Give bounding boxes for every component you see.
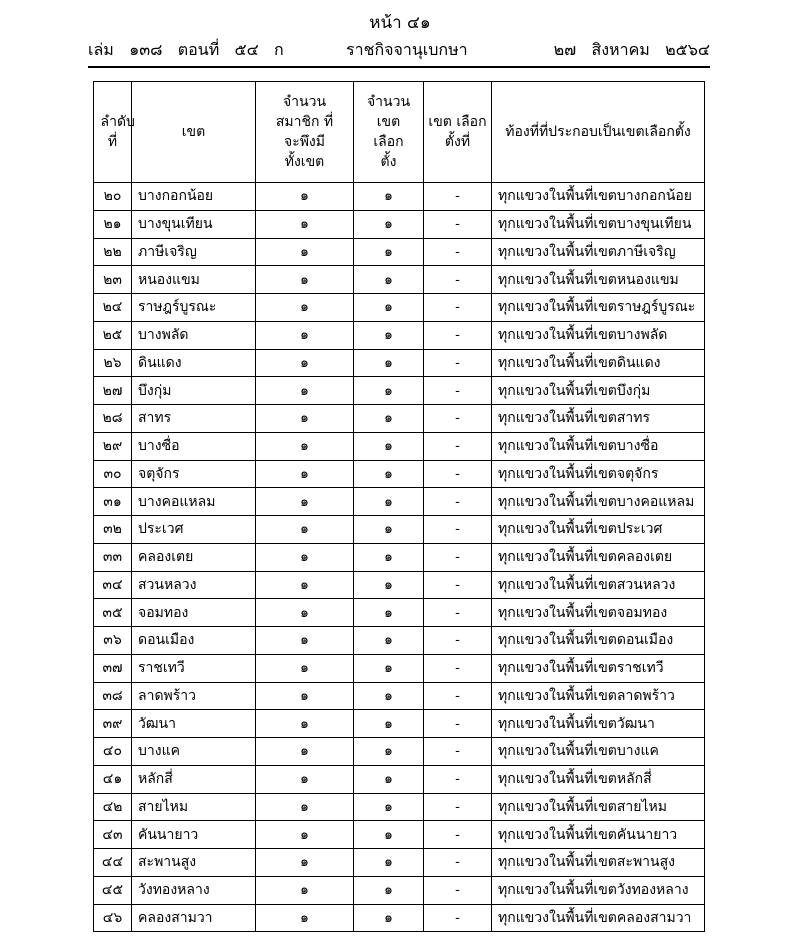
area-description: ทุกแขวงในพื้นที่เขตบึงกุ่ม [492,377,705,405]
member-count: ๑ [256,516,354,544]
table-row [94,710,705,738]
member-count: ๑ [256,710,354,738]
area-description: ทุกแขวงในพื้นที่เขตคันนายาว [492,821,705,849]
member-count: ๑ [256,488,354,516]
district-name: บางพลัด [132,321,256,349]
constituency-number: - [424,793,492,821]
district-name: บางแค [132,738,256,766]
constituency-number: - [424,294,492,322]
constituency-number: - [424,876,492,904]
row-number: ๓๕ [94,599,132,627]
member-count: ๑ [256,765,354,793]
constituency-number: - [424,627,492,655]
district-name: จตุจักร [132,460,256,488]
constituency-number: - [424,266,492,294]
district-name: บางซื่อ [132,432,256,460]
table-row [94,349,705,377]
member-count: ๑ [256,183,354,211]
district-name: คลองเตย [132,543,256,571]
header-constituencies [354,82,424,183]
constituency-number: - [424,349,492,377]
table-row [94,266,705,294]
table-row [94,849,705,877]
row-number: ๒๕ [94,321,132,349]
row-number: ๓๒ [94,516,132,544]
constituency-count: ๑ [354,849,424,877]
district-name: วัฒนา [132,710,256,738]
constituency-number: - [424,904,492,932]
constituency-number: - [424,654,492,682]
district-name: ลาดพร้าว [132,682,256,710]
table-row [94,765,705,793]
constituency-count: ๑ [354,543,424,571]
area-description: ทุกแขวงในพื้นที่เขตบางขุนเทียน [492,210,705,238]
publication-date: ๒๗ สิงหาคม ๒๕๖๔ [553,40,710,59]
table-row [94,821,705,849]
header-members [256,82,354,183]
table-row [94,876,705,904]
table-row [94,654,705,682]
area-description: ทุกแขวงในพื้นที่เขตบางแค [492,738,705,766]
constituency-number: - [424,377,492,405]
district-name: ดินแดง [132,349,256,377]
table-row [94,294,705,322]
table-header-row [94,82,705,183]
constituency-count: ๑ [354,765,424,793]
row-number: ๓๐ [94,460,132,488]
constituency-count: ๑ [354,238,424,266]
district-name: ดอนเมือง [132,627,256,655]
constituency-count: ๑ [354,627,424,655]
member-count: ๑ [256,266,354,294]
table-row [94,488,705,516]
member-count: ๑ [256,405,354,433]
district-name: บางคอแหลม [132,488,256,516]
member-count: ๑ [256,571,354,599]
row-number: ๔๕ [94,876,132,904]
row-number: ๔๒ [94,793,132,821]
area-description: ทุกแขวงในพื้นที่เขตสะพานสูง [492,849,705,877]
row-number: ๔๐ [94,738,132,766]
member-count: ๑ [256,321,354,349]
constituency-count: ๑ [354,793,424,821]
district-name: สายไหม [132,793,256,821]
constituency-number: - [424,849,492,877]
district-name: สวนหลวง [132,571,256,599]
area-description: ทุกแขวงในพื้นที่เขตราชเทวี [492,654,705,682]
area-description: ทุกแขวงในพื้นที่เขตวัฒนา [492,710,705,738]
table-row [94,183,705,211]
running-header [88,38,710,62]
row-number: ๔๓ [94,821,132,849]
constituency-count: ๑ [354,571,424,599]
table-row [94,571,705,599]
member-count: ๑ [256,904,354,932]
district-name: บึงกุ่ม [132,377,256,405]
member-count: ๑ [256,876,354,904]
constituency-number: - [424,682,492,710]
area-description: ทุกแขวงในพื้นที่เขตลาดพร้าว [492,682,705,710]
area-description: ทุกแขวงในพื้นที่เขตจอมทอง [492,599,705,627]
constituency-count: ๑ [354,460,424,488]
table-row [94,405,705,433]
constituency-number: - [424,543,492,571]
area-description: ทุกแขวงในพื้นที่เขตราษฎร์บูรณะ [492,294,705,322]
header-constituencies-text: จำนวน เขต เลือกตั้ง [366,94,411,170]
constituency-count: ๑ [354,349,424,377]
row-number: ๓๗ [94,654,132,682]
district-name: บางกอกน้อย [132,183,256,211]
area-description: ทุกแขวงในพื้นที่เขตดินแดง [492,349,705,377]
member-count: ๑ [256,543,354,571]
constituency-count: ๑ [354,294,424,322]
constituency-count: ๑ [354,432,424,460]
area-description: ทุกแขวงในพื้นที่เขตจตุจักร [492,460,705,488]
header-district: เขต [132,82,256,183]
constituency-number: - [424,432,492,460]
district-name: ราษฎร์บูรณะ [132,294,256,322]
row-number: ๔๖ [94,904,132,932]
constituency-count: ๑ [354,321,424,349]
area-description: ทุกแขวงในพื้นที่เขตคลองสามวา [492,904,705,932]
header-no [94,82,135,183]
constituency-number: - [424,488,492,516]
area-description: ทุกแขวงในพื้นที่เขตหลักสี่ [492,765,705,793]
district-name: ภาษีเจริญ [132,238,256,266]
area-description: ทุกแขวงในพื้นที่เขตบางซื่อ [492,432,705,460]
district-name: หนองแขม [132,266,256,294]
member-count: ๑ [256,294,354,322]
constituency-count: ๑ [354,682,424,710]
constituency-number: - [424,460,492,488]
publication-name: ราชกิจจานุเบกษา [346,40,468,59]
header-no-text: ลำดับ ที่ [100,114,135,150]
table-row [94,738,705,766]
area-description: ทุกแขวงในพื้นที่เขตประเวศ [492,516,705,544]
constituency-count: ๑ [354,266,424,294]
row-number: ๒๓ [94,266,132,294]
table-row [94,627,705,655]
row-number: ๓๔ [94,571,132,599]
area-description: ทุกแขวงในพื้นที่เขตสายไหม [492,793,705,821]
area-description: ทุกแขวงในพื้นที่เขตดอนเมือง [492,627,705,655]
area-description: ทุกแขวงในพื้นที่เขตหนองแขม [492,266,705,294]
table-row [94,377,705,405]
member-count: ๑ [256,238,354,266]
row-number: ๔๔ [94,849,132,877]
row-number: ๓๘ [94,682,132,710]
row-number: ๓๖ [94,627,132,655]
member-count: ๑ [256,849,354,877]
table-row [94,543,705,571]
member-count: ๑ [256,821,354,849]
member-count: ๑ [256,738,354,766]
member-count: ๑ [256,682,354,710]
row-number: ๒๘ [94,405,132,433]
area-description: ทุกแขวงในพื้นที่เขตวังทองหลาง [492,876,705,904]
constituency-count: ๑ [354,654,424,682]
constituency-number: - [424,516,492,544]
member-count: ๑ [256,654,354,682]
table-row [94,460,705,488]
constituency-number: - [424,710,492,738]
header-constituency-no-text: เขต เลือกตั้งที่ [428,114,487,150]
district-name: คลองสามวา [132,904,256,932]
member-count: ๑ [256,460,354,488]
page-number: หน้า ๔๑ [369,13,431,33]
table-row [94,210,705,238]
district-name: ประเวศ [132,516,256,544]
district-name: สะพานสูง [132,849,256,877]
header-constituency-no [424,82,492,183]
area-description: ทุกแขวงในพื้นที่เขตภาษีเจริญ [492,238,705,266]
constituency-count: ๑ [354,405,424,433]
constituency-table [93,81,705,932]
member-count: ๑ [256,432,354,460]
constituency-number: - [424,238,492,266]
district-name: สาทร [132,405,256,433]
table-row [94,238,705,266]
district-name: คันนายาว [132,821,256,849]
row-number: ๒๐ [94,183,132,211]
member-count: ๑ [256,627,354,655]
district-name: จอมทอง [132,599,256,627]
table-row [94,516,705,544]
constituency-number: - [424,405,492,433]
district-name: หลักสี่ [132,765,256,793]
volume-issue: เล่ม ๑๓๘ ตอนที่ ๕๔ ก [88,40,284,59]
district-name: วังทองหลาง [132,876,256,904]
member-count: ๑ [256,210,354,238]
constituency-number: - [424,599,492,627]
constituency-count: ๑ [354,210,424,238]
area-description: ทุกแขวงในพื้นที่เขตบางคอแหลม [492,488,705,516]
constituency-number: - [424,210,492,238]
row-number: ๒๑ [94,210,132,238]
area-description: ทุกแขวงในพื้นที่เขตบางพลัด [492,321,705,349]
constituency-number: - [424,183,492,211]
row-number: ๓๓ [94,543,132,571]
area-description: ทุกแขวงในพื้นที่เขตสวนหลวง [492,571,705,599]
area-description: ทุกแขวงในพื้นที่เขตสาทร [492,405,705,433]
constituency-count: ๑ [354,710,424,738]
table-row [94,321,705,349]
row-number: ๒๒ [94,238,132,266]
header-members-text: จำนวน สมาชิก ที่จะพึงมี ทั้งเขต [275,94,334,170]
constituency-number: - [424,571,492,599]
constituency-count: ๑ [354,876,424,904]
member-count: ๑ [256,599,354,627]
row-number: ๓๙ [94,710,132,738]
row-number: ๒๗ [94,377,132,405]
constituency-number: - [424,738,492,766]
member-count: ๑ [256,349,354,377]
row-number: ๓๑ [94,488,132,516]
row-number: ๒๙ [94,432,132,460]
constituency-count: ๑ [354,377,424,405]
table-row [94,682,705,710]
constituency-number: - [424,321,492,349]
constituency-count: ๑ [354,488,424,516]
table-row [94,599,705,627]
table-row [94,793,705,821]
member-count: ๑ [256,377,354,405]
constituency-number: - [424,821,492,849]
area-description: ทุกแขวงในพื้นที่เขตคลองเตย [492,543,705,571]
row-number: ๒๔ [94,294,132,322]
district-name: ราชเทวี [132,654,256,682]
constituency-count: ๑ [354,738,424,766]
table-row [94,432,705,460]
table-row [94,904,705,932]
member-count: ๑ [256,793,354,821]
district-name: บางขุนเทียน [132,210,256,238]
row-number: ๔๑ [94,765,132,793]
header-rule [88,66,710,68]
constituency-number: - [424,765,492,793]
area-description: ทุกแขวงในพื้นที่เขตบางกอกน้อย [492,183,705,211]
constituency-count: ๑ [354,516,424,544]
constituency-count: ๑ [354,599,424,627]
constituency-count: ๑ [354,904,424,932]
constituency-count: ๑ [354,183,424,211]
header-area: ท้องที่ที่ประกอบเป็นเขตเลือกตั้ง [492,82,705,183]
row-number: ๒๖ [94,349,132,377]
constituency-count: ๑ [354,821,424,849]
